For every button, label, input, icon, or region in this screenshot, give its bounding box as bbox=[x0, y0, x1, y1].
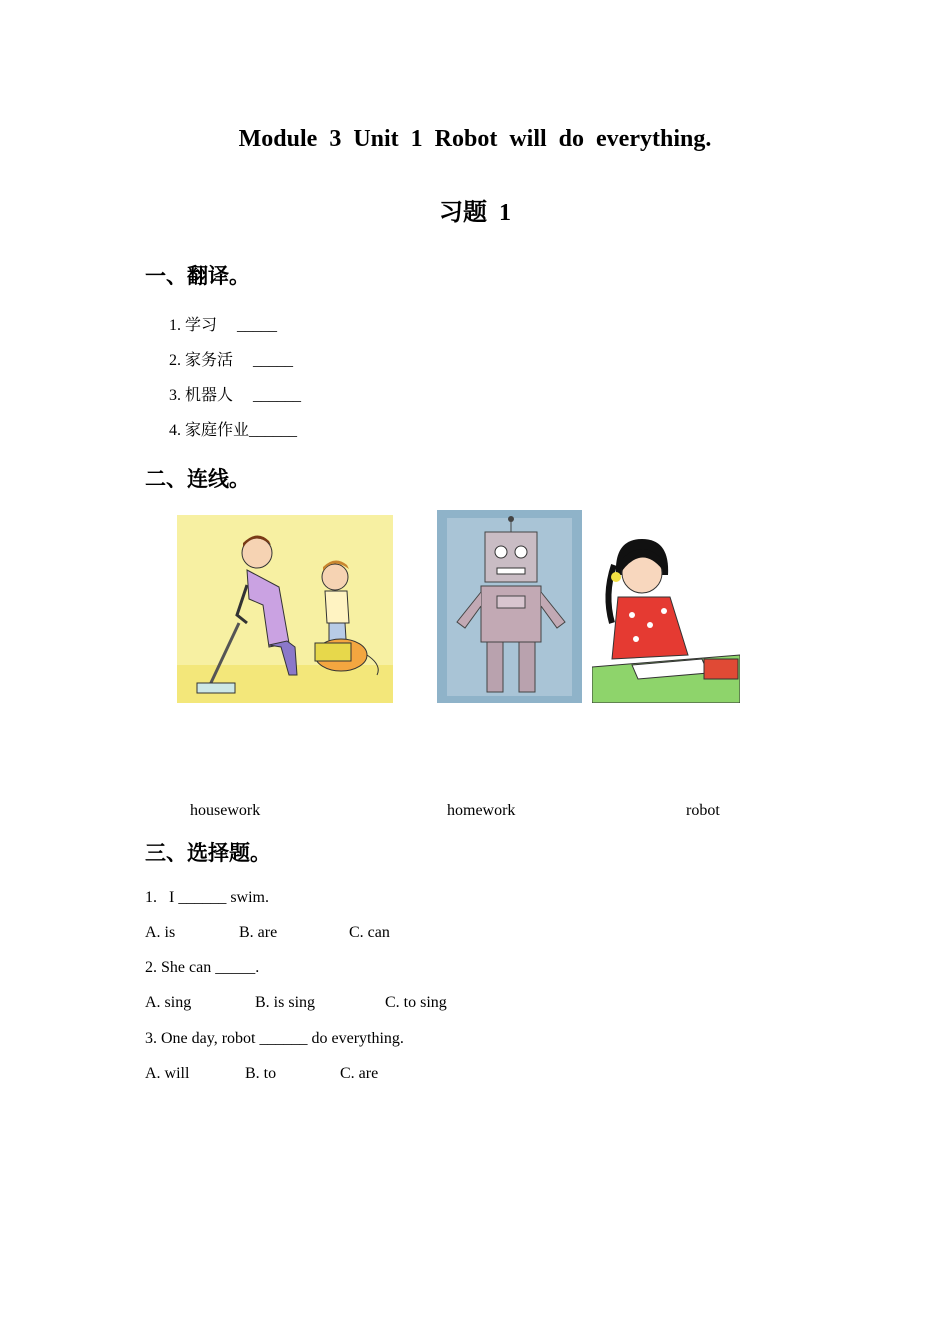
option: B. to bbox=[245, 1065, 277, 1082]
section-translate-heading: 一、翻译。 bbox=[145, 264, 250, 288]
match-word: housework bbox=[190, 802, 261, 819]
translate-item: 2. 家务活 _____ bbox=[169, 352, 294, 369]
question-stem: 1. I ______ swim. bbox=[145, 889, 269, 906]
match-word: robot bbox=[686, 802, 720, 819]
translate-item: 1. 学习 _____ bbox=[169, 317, 278, 334]
option: C. to sing bbox=[385, 994, 447, 1011]
translate-item: 3. 机器人 ______ bbox=[169, 387, 302, 404]
option: A. sing bbox=[145, 994, 192, 1011]
option: B. is sing bbox=[255, 994, 316, 1011]
question-stem: 3. One day, robot ______ do everything. bbox=[145, 1030, 404, 1047]
section-choice-heading: 三、选择题。 bbox=[145, 841, 271, 865]
document-subtitle: 习题 1 bbox=[439, 200, 511, 226]
robot-picture bbox=[437, 510, 582, 703]
section-match-heading: 二、连线。 bbox=[145, 467, 250, 491]
translate-item: 4. 家庭作业______ bbox=[169, 422, 298, 439]
option: A. is bbox=[145, 924, 176, 941]
homework-picture bbox=[592, 535, 740, 703]
question-stem: 2. She can _____. bbox=[145, 959, 260, 976]
option: C. can bbox=[349, 924, 390, 941]
option: A. will bbox=[145, 1065, 190, 1082]
match-word: homework bbox=[447, 802, 516, 819]
option: B. are bbox=[239, 924, 278, 941]
housework-picture bbox=[177, 515, 393, 703]
document-title: Module 3 Unit 1 Robot will do everything. bbox=[238, 126, 712, 152]
option: C. are bbox=[340, 1065, 379, 1082]
